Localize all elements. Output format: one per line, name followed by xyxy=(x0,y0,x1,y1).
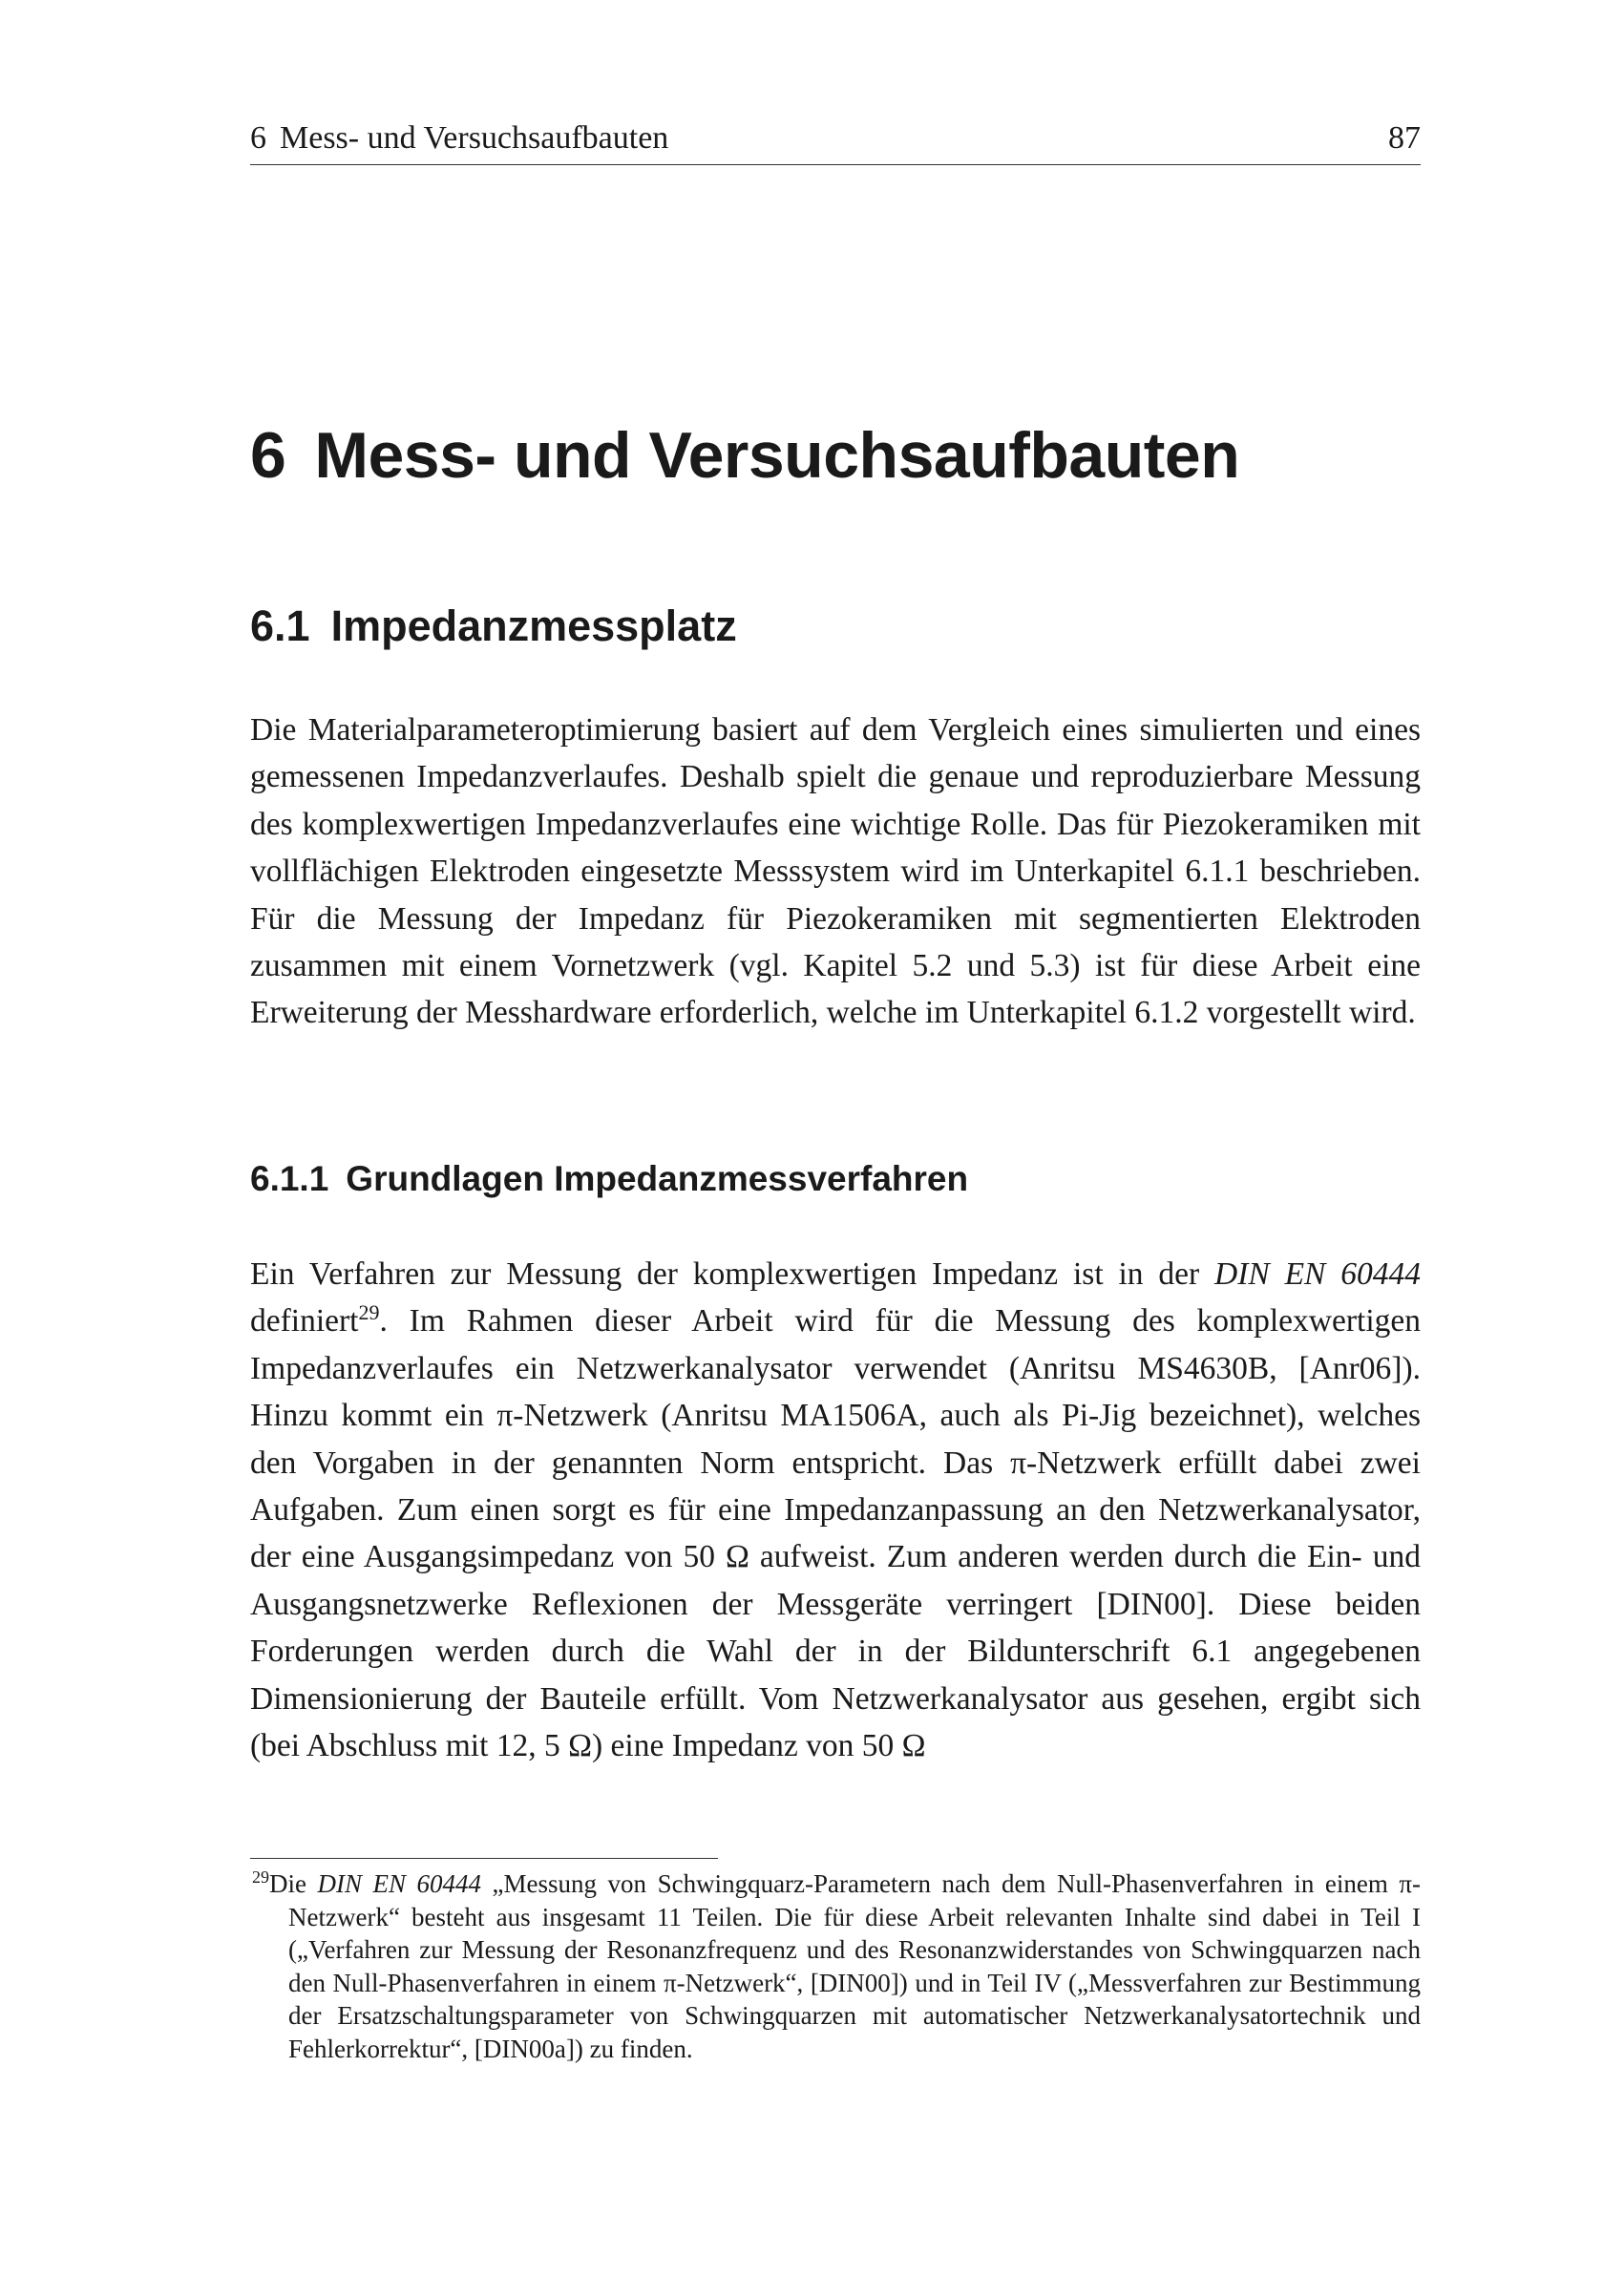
footnote-marker[interactable]: 29 xyxy=(358,1300,380,1325)
paragraph-2-text-b: definiert xyxy=(250,1303,359,1339)
running-header-chapter-number: 6 xyxy=(250,120,266,156)
running-header-title xyxy=(250,120,668,157)
footnote-text-b: „Messung von Schwingquarz-Parametern nach dem Null-Phasenverfahren in einem π-Netzwerk“ besteht aus insgesamt 11 Teilen. Die für diese Arbeit relevanten Inhalte sind dabei in Teil I („Verfahren zur Messung der Resonanzfrequenz und des Resonanzwiderstandes von Schwingquarzen nach den Null-Phasenverfahren in einem π-Netzwerk“, [DIN00]) und in Teil IV („Messverfahren zur Bestimmung der Ersatzschaltungsparameter von Schwingquarzen mit automatischer Netzwerkanalysatortechnik und Fehlerkorrektur“, [DIN00a]) zu finden. xyxy=(288,1869,1421,2063)
norm-reference: DIN EN 60444 xyxy=(1214,1256,1421,1292)
chapter-heading xyxy=(250,418,1239,493)
subsection-title: Grundlagen Impedanzmessverfahren xyxy=(346,1159,969,1198)
document-page xyxy=(250,0,1421,2278)
paragraph-2-text-a: Ein Verfahren zur Messung der komplexwertigen Impedanz ist in der xyxy=(250,1256,1215,1292)
chapter-title: Mess- und Versuchsaufbauten xyxy=(314,419,1240,492)
footnote xyxy=(250,1867,1421,2065)
footnote-norm-reference: DIN EN 60444 xyxy=(317,1869,482,1898)
footnote-text-a: Die xyxy=(269,1869,318,1898)
section-title: Impedanzmessplatz xyxy=(330,601,737,650)
running-header-chapter-title: Mess- und Versuchsaufbauten xyxy=(280,120,669,156)
chapter-number: 6 xyxy=(250,419,286,492)
section-heading xyxy=(250,601,737,651)
subsection-number: 6.1.1 xyxy=(250,1159,329,1198)
running-header xyxy=(250,120,1421,165)
section-number: 6.1 xyxy=(250,601,310,650)
footnote-divider xyxy=(250,1858,718,1859)
body-paragraph-2 xyxy=(250,1251,1421,1769)
page-number: 87 xyxy=(1388,120,1421,156)
footnote-number: 29 xyxy=(252,1867,269,1887)
body-paragraph-1: Die Materialparameteroptimierung basiert auf dem Vergleich eines simulierten und eines gemessenen Impedanzverlaufes. Deshalb spielt die genaue und reproduzierbare Messung des komplexwertigen Impedanzverlaufes eine wichtige Rolle. Das für Piezokeramiken mit vollflächigen Elektroden eingesetzte Messsystem wird im Unterkapitel 6.1.1 beschrieben. Für die Messung der Impedanz für Piezokeramiken mit segmentierten Elektroden zusammen mit einem Vornetzwerk (vgl. Kapitel 5.2 und 5.3) ist für diese Arbeit eine Erweiterung der Messhardware erforderlich, welche im Unterkapitel 6.1.2 vorgestellt wird. xyxy=(250,712,1421,1031)
subsection-heading xyxy=(250,1159,968,1199)
paragraph-2-text-c: . Im Rahmen dieser Arbeit wird für die Messung des komplexwertigen Impedanzverlaufes ein Netzwerkanalysator verwendet (Anritsu MS4630B, [Anr06]). Hinzu kommt ein π-Netzwerk (Anritsu MA1506A, auch als Pi-Jig bezeichnet), welches den Vorgaben in der genannten Norm entspricht. Das π-Netzwerk erfüllt dabei zwei Aufgaben. Zum einen sorgt es für eine Impedanzanpassung an den Netzwerkanalysator, der eine Ausgangsimpedanz von 50 Ω aufweist. Zum anderen werden durch die Ein- und Ausgangsnetzwerke Reflexionen der Messgeräte verringert [DIN00]. Diese beiden Forderungen werden durch die Wahl der in der Bildunterschrift 6.1 angegebenen Dimensionierung der Bauteile erfüllt. Vom Netzwerkanalysator aus gesehen, ergibt sich (bei Abschluss mit 12, 5 Ω) eine Impedanz von 50 Ω xyxy=(250,1303,1421,1764)
